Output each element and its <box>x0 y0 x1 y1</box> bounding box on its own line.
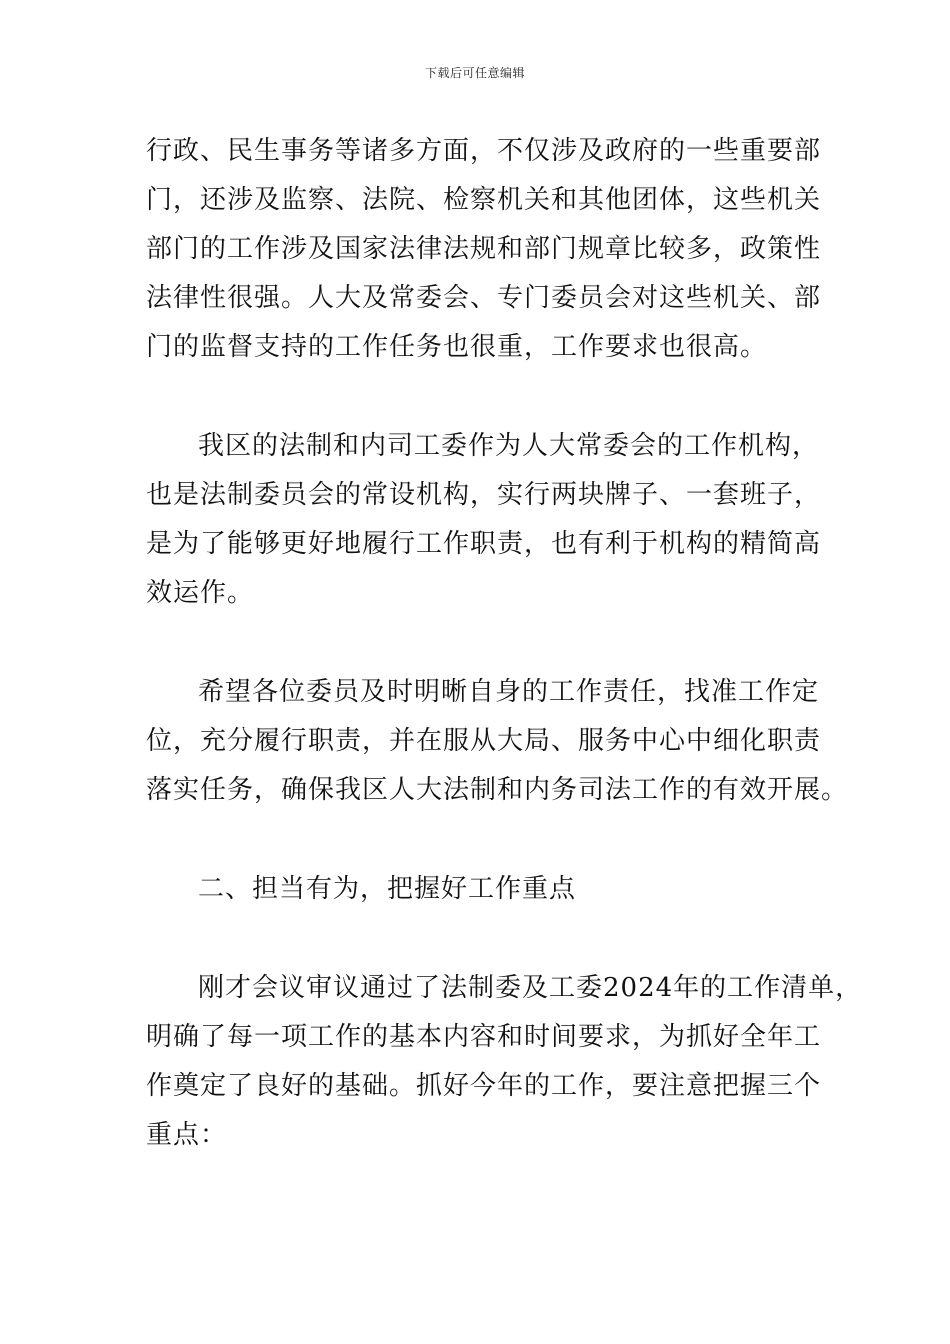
text-line: 行政、民生事务等诸多方面，不仅涉及政府的一些重要部 <box>146 136 822 166</box>
text-line: 法律性很强。人大及常委会、专门委员会对这些机关、部 <box>146 283 822 313</box>
text-line: 门，还涉及监察、法院、检察机关和其他团体，这些机关 <box>146 185 822 215</box>
text-line: 部门的工作涉及国家法律法规和部门规章比较多，政策性 <box>146 234 822 264</box>
text-line: 是为了能够更好地履行工作职责，也有利于机构的精简高 <box>146 529 822 559</box>
section-heading <box>146 865 836 914</box>
text-line: 效运作。 <box>146 578 255 608</box>
text-line: 重点： <box>146 1120 228 1150</box>
text-line: 我区的法制和内司工委作为人大常委会的工作机构， <box>198 431 820 461</box>
paragraph-3 <box>146 668 849 815</box>
section-heading-text: 二、担当有为，把握好工作重点 <box>198 874 577 904</box>
paragraph-gap <box>146 815 836 865</box>
paragraph-gap <box>146 914 836 964</box>
paragraph-1 <box>146 127 836 372</box>
paragraph-4 <box>146 964 863 1160</box>
document-body <box>146 127 863 1160</box>
text-line: 位，充分履行职责，并在服从大局、服务中心中细化职责 <box>146 726 822 756</box>
text-line: 门的监督支持的工作任务也很重，工作要求也很高。 <box>146 332 768 362</box>
text-line: 落实任务，确保我区人大法制和内务司法工作的有效开展。 <box>146 775 849 805</box>
header-note: 下载后可任意编辑 <box>424 66 525 80</box>
text-line: 作奠定了良好的基础。抓好今年的工作，要注意把握三个 <box>146 1071 822 1101</box>
text-line: 希望各位委员及时明晰自身的工作责任，找准工作定 <box>198 677 820 707</box>
paragraph-gap <box>146 372 836 422</box>
text-line: 刚才会议审议通过了法制委及工委2024年的工作清单， <box>198 973 863 1003</box>
text-line: 也是法制委员会的常设机构，实行两块牌子、一套班子， <box>146 480 822 510</box>
paragraph-2 <box>146 422 836 618</box>
paragraph-gap <box>146 618 836 668</box>
text-line: 明确了每一项工作的基本内容和时间要求，为抓好全年工 <box>146 1022 822 1052</box>
